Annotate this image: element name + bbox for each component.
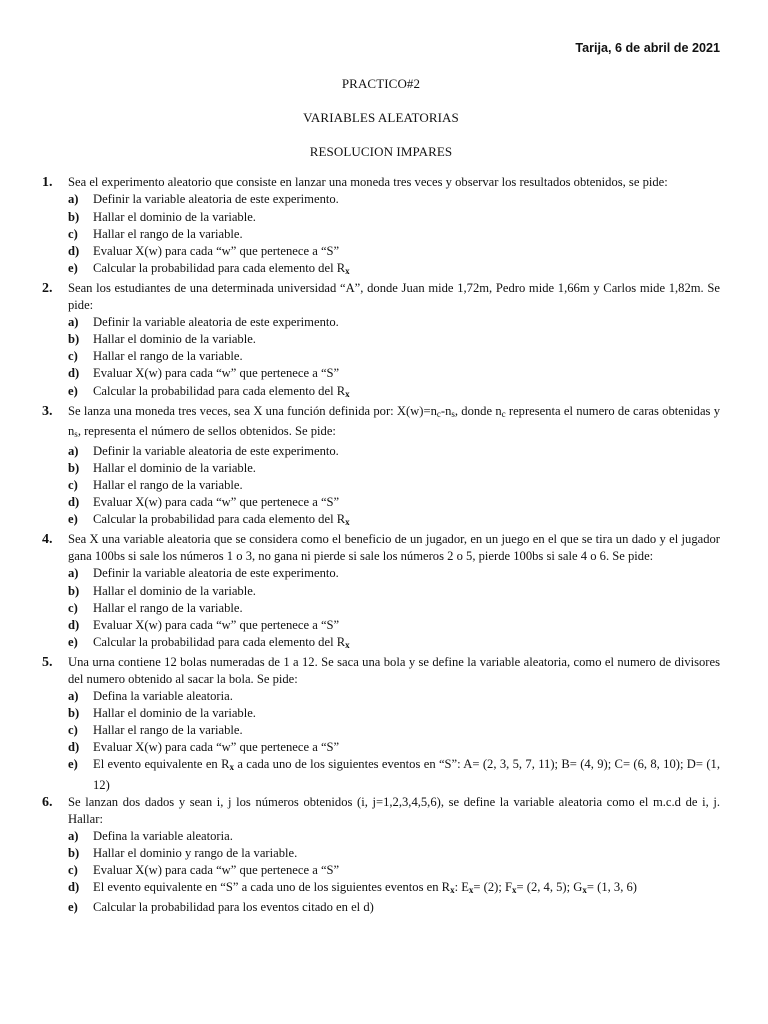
list-item	[68, 828, 720, 845]
item-text: Defina la variable aleatoria.	[93, 828, 233, 843]
item-text: Hallar el rango de la variable.	[93, 723, 243, 738]
subscript: x	[512, 885, 517, 896]
problem-6	[42, 794, 720, 917]
item-text: Hallar el dominio de la variable.	[93, 706, 256, 721]
text-run: -n	[440, 403, 452, 418]
list-item	[68, 899, 720, 916]
item-text: Calcular la probabilidad para cada elemento del R	[93, 634, 346, 649]
item-label: c )	[68, 600, 78, 617]
item-label: c )	[68, 226, 78, 243]
item-label: d )	[68, 243, 79, 260]
item-text: Evaluar X(w) para cada “w” que pertenece a “S”	[93, 495, 340, 510]
item-text: Hallar el dominio de la variable.	[93, 332, 256, 347]
item-text: Hallar el rango de la variable.	[93, 600, 243, 615]
item-label: d )	[68, 494, 79, 511]
list-item	[68, 862, 720, 879]
item-text: Definir la variable aleatoria de este experimento.	[93, 192, 339, 207]
document-date: Tarija, 6 de abril de 2021	[575, 41, 720, 55]
item-label: b )	[68, 583, 79, 600]
list-item	[68, 583, 720, 600]
problem-text: Se lanzan dos dados y sean i, j los números obtenidos (i, j=1,2,3,4,5,6), se define la variable aleatoria como el m.c.d de i, j. Hallar:	[68, 794, 720, 826]
item-text: Definir la variable aleatoria de este experimento.	[93, 443, 339, 458]
title-resolucion: RESOLUCION IMPARES	[309, 144, 453, 160]
item-label: b )	[68, 705, 79, 722]
item-label: a )	[68, 443, 79, 460]
item-label: b )	[68, 331, 79, 348]
title-practico: PRACTICO#2	[341, 76, 421, 92]
text-run: El evento equivalente en R	[93, 757, 230, 772]
problem-text: Sean los estudiantes de una determinada universidad “A”, donde Juan mide 1,72m, Pedro mide 1,66m y Carlos mide 1,82m. Se pide:	[68, 280, 720, 313]
problem-number: 3 .	[42, 403, 53, 420]
problem-1	[42, 174, 720, 280]
item-text: Hallar el dominio de la variable.	[93, 460, 256, 475]
list-item	[68, 260, 720, 280]
subscript: s	[74, 428, 78, 439]
item-text: Calcular la probabilidad para cada elemento del R	[93, 512, 346, 527]
item-label: a )	[68, 314, 79, 331]
list-item	[68, 600, 720, 617]
list-item	[68, 460, 720, 477]
item-text: Hallar el dominio de la variable.	[93, 583, 256, 598]
item-text: Evaluar X(w) para cada “w” que pertenece a “S”	[93, 366, 340, 381]
problem-text: Sea X una variable aleatoria que se considera como el beneficio de un jugador, en un juego en el que se tira un dado y el jugador gana 100bs si sale los números 1 o 3, no gana ni pierde si sale los números 2 o 5, pierde 100bs si sale 4 o 6. Se pide:	[68, 532, 720, 564]
item-label: b )	[68, 845, 79, 862]
subscript: s	[451, 408, 455, 419]
subscript: x	[229, 762, 234, 773]
item-label: d )	[68, 739, 79, 756]
item-text: Hallar el dominio y rango de la variable.	[93, 845, 298, 860]
item-label: b )	[68, 209, 79, 226]
list-item	[68, 617, 720, 634]
text-run: = (1, 3, 6)	[586, 880, 637, 895]
item-label: d )	[68, 617, 79, 634]
list-item	[68, 722, 720, 739]
item-text: Calcular la probabilidad para cada elemento del R	[93, 260, 346, 275]
text-run: Se lanza una moneda tres veces, sea X una función definida por: X(w)=n	[68, 403, 437, 418]
problem-number: 4 .	[42, 531, 53, 548]
item-label: c )	[68, 477, 78, 494]
problem-2	[42, 280, 720, 403]
item-text: Hallar el rango de la variable.	[93, 226, 243, 241]
problem-text	[68, 403, 720, 443]
text-run: , donde n	[454, 403, 502, 418]
problem-text: Sea el experimento aleatorio que consiste en lanzar una moneda tres veces y observar los resultados obtenidos, se pide:	[68, 175, 668, 190]
item-text: Hallar el rango de la variable.	[93, 349, 243, 364]
item-label: e )	[68, 756, 78, 773]
item-text: Calcular la probabilidad para los eventos citado en el d)	[93, 900, 374, 915]
list-item	[68, 243, 720, 260]
item-label: c )	[68, 348, 78, 365]
item-label: d )	[68, 879, 79, 896]
text-run: = (2); F	[473, 880, 512, 895]
item-label: e )	[68, 511, 78, 528]
list-item	[68, 209, 720, 226]
problem-number: 2 .	[42, 280, 53, 297]
list-item	[68, 565, 720, 582]
subscript: x	[345, 517, 350, 528]
list-item	[68, 705, 720, 722]
subscript: x	[582, 885, 587, 896]
list-item	[68, 634, 720, 654]
item-label: a )	[68, 565, 79, 582]
list-item	[68, 348, 720, 365]
list-item	[68, 845, 720, 862]
text-run: = (2, 4, 5); G	[516, 880, 583, 895]
problem-3	[42, 403, 720, 532]
text-run: : E	[454, 880, 469, 895]
text-run: a cada uno de los siguientes eventos en “S”: A= (2, 3, 5, 7, 11); B= (4, 9); C= (6, 8, 10); D= (1, 12)	[93, 757, 720, 792]
item-label: e )	[68, 899, 78, 916]
problem-items	[68, 443, 720, 531]
problem-4	[42, 531, 720, 654]
item-label: e )	[68, 260, 78, 277]
list-item	[68, 879, 720, 899]
list-item	[68, 494, 720, 511]
title-variables: VARIABLES ALEATORIAS	[303, 110, 459, 126]
item-text: Calcular la probabilidad para cada elemento del R	[93, 383, 346, 398]
list-item	[68, 739, 720, 756]
list-item	[68, 226, 720, 243]
problem-items	[68, 828, 720, 916]
subscript: x	[468, 885, 474, 896]
text-run: El evento equivalente en “S” a cada uno de los siguientes eventos en R	[93, 880, 451, 895]
list-item	[68, 331, 720, 348]
problem-number: 5 .	[42, 654, 53, 671]
list-item	[68, 443, 720, 460]
item-text: Evaluar X(w) para cada “w” que pertenece a “S”	[93, 740, 340, 755]
text-run: , representa el número de sellos obtenidos. Se pide:	[77, 423, 336, 438]
item-label: a )	[68, 828, 79, 845]
item-label: c )	[68, 862, 78, 879]
problem-items	[68, 191, 720, 279]
subscript: c	[436, 408, 441, 419]
item-label: d )	[68, 365, 79, 382]
item-text: Defina la variable aleatoria.	[93, 689, 233, 704]
item-text: Hallar el rango de la variable.	[93, 477, 243, 492]
item-text: Evaluar X(w) para cada “w” que pertenece a “S”	[93, 863, 340, 878]
item-label: a )	[68, 688, 79, 705]
problem-items	[68, 565, 720, 653]
list-item	[68, 191, 720, 208]
item-text: Definir la variable aleatoria de este experimento.	[93, 566, 339, 581]
list-item	[68, 511, 720, 531]
item-label: a )	[68, 191, 79, 208]
item-text: Hallar el dominio de la variable.	[93, 209, 256, 224]
item-label: e )	[68, 383, 78, 400]
item-text: Definir la variable aleatoria de este experimento.	[93, 315, 339, 330]
list-item	[68, 477, 720, 494]
text-run: representa el numero de caras obtenidas y n	[68, 403, 720, 438]
problem-text: Una urna contiene 12 bolas numeradas de 1 a 12. Se saca una bola y se define la variable aleatoria, como el numero de divisores del numero obtenido al sacar la bola. Se pide:	[68, 654, 720, 686]
list-item	[68, 365, 720, 382]
subscript: x	[345, 639, 350, 650]
item-text: Evaluar X(w) para cada “w” que pertenece a “S”	[93, 243, 340, 258]
item-label: c )	[68, 722, 78, 739]
problem-5	[42, 654, 720, 794]
item-text: Evaluar X(w) para cada “w” que pertenece a “S”	[93, 617, 340, 632]
problem-items	[68, 314, 720, 402]
subscript: x	[345, 388, 350, 399]
problem-number: 1 .	[42, 174, 53, 191]
list-item	[68, 383, 720, 403]
problem-number: 6 .	[42, 794, 53, 811]
list-item	[68, 688, 720, 705]
item-label: e )	[68, 634, 78, 651]
subscript: x	[450, 885, 455, 896]
subscript: x	[345, 265, 350, 276]
list-item	[68, 314, 720, 331]
item-label: b )	[68, 460, 79, 477]
problem-items	[68, 688, 720, 794]
list-item	[68, 756, 720, 793]
subscript: c	[501, 408, 506, 419]
